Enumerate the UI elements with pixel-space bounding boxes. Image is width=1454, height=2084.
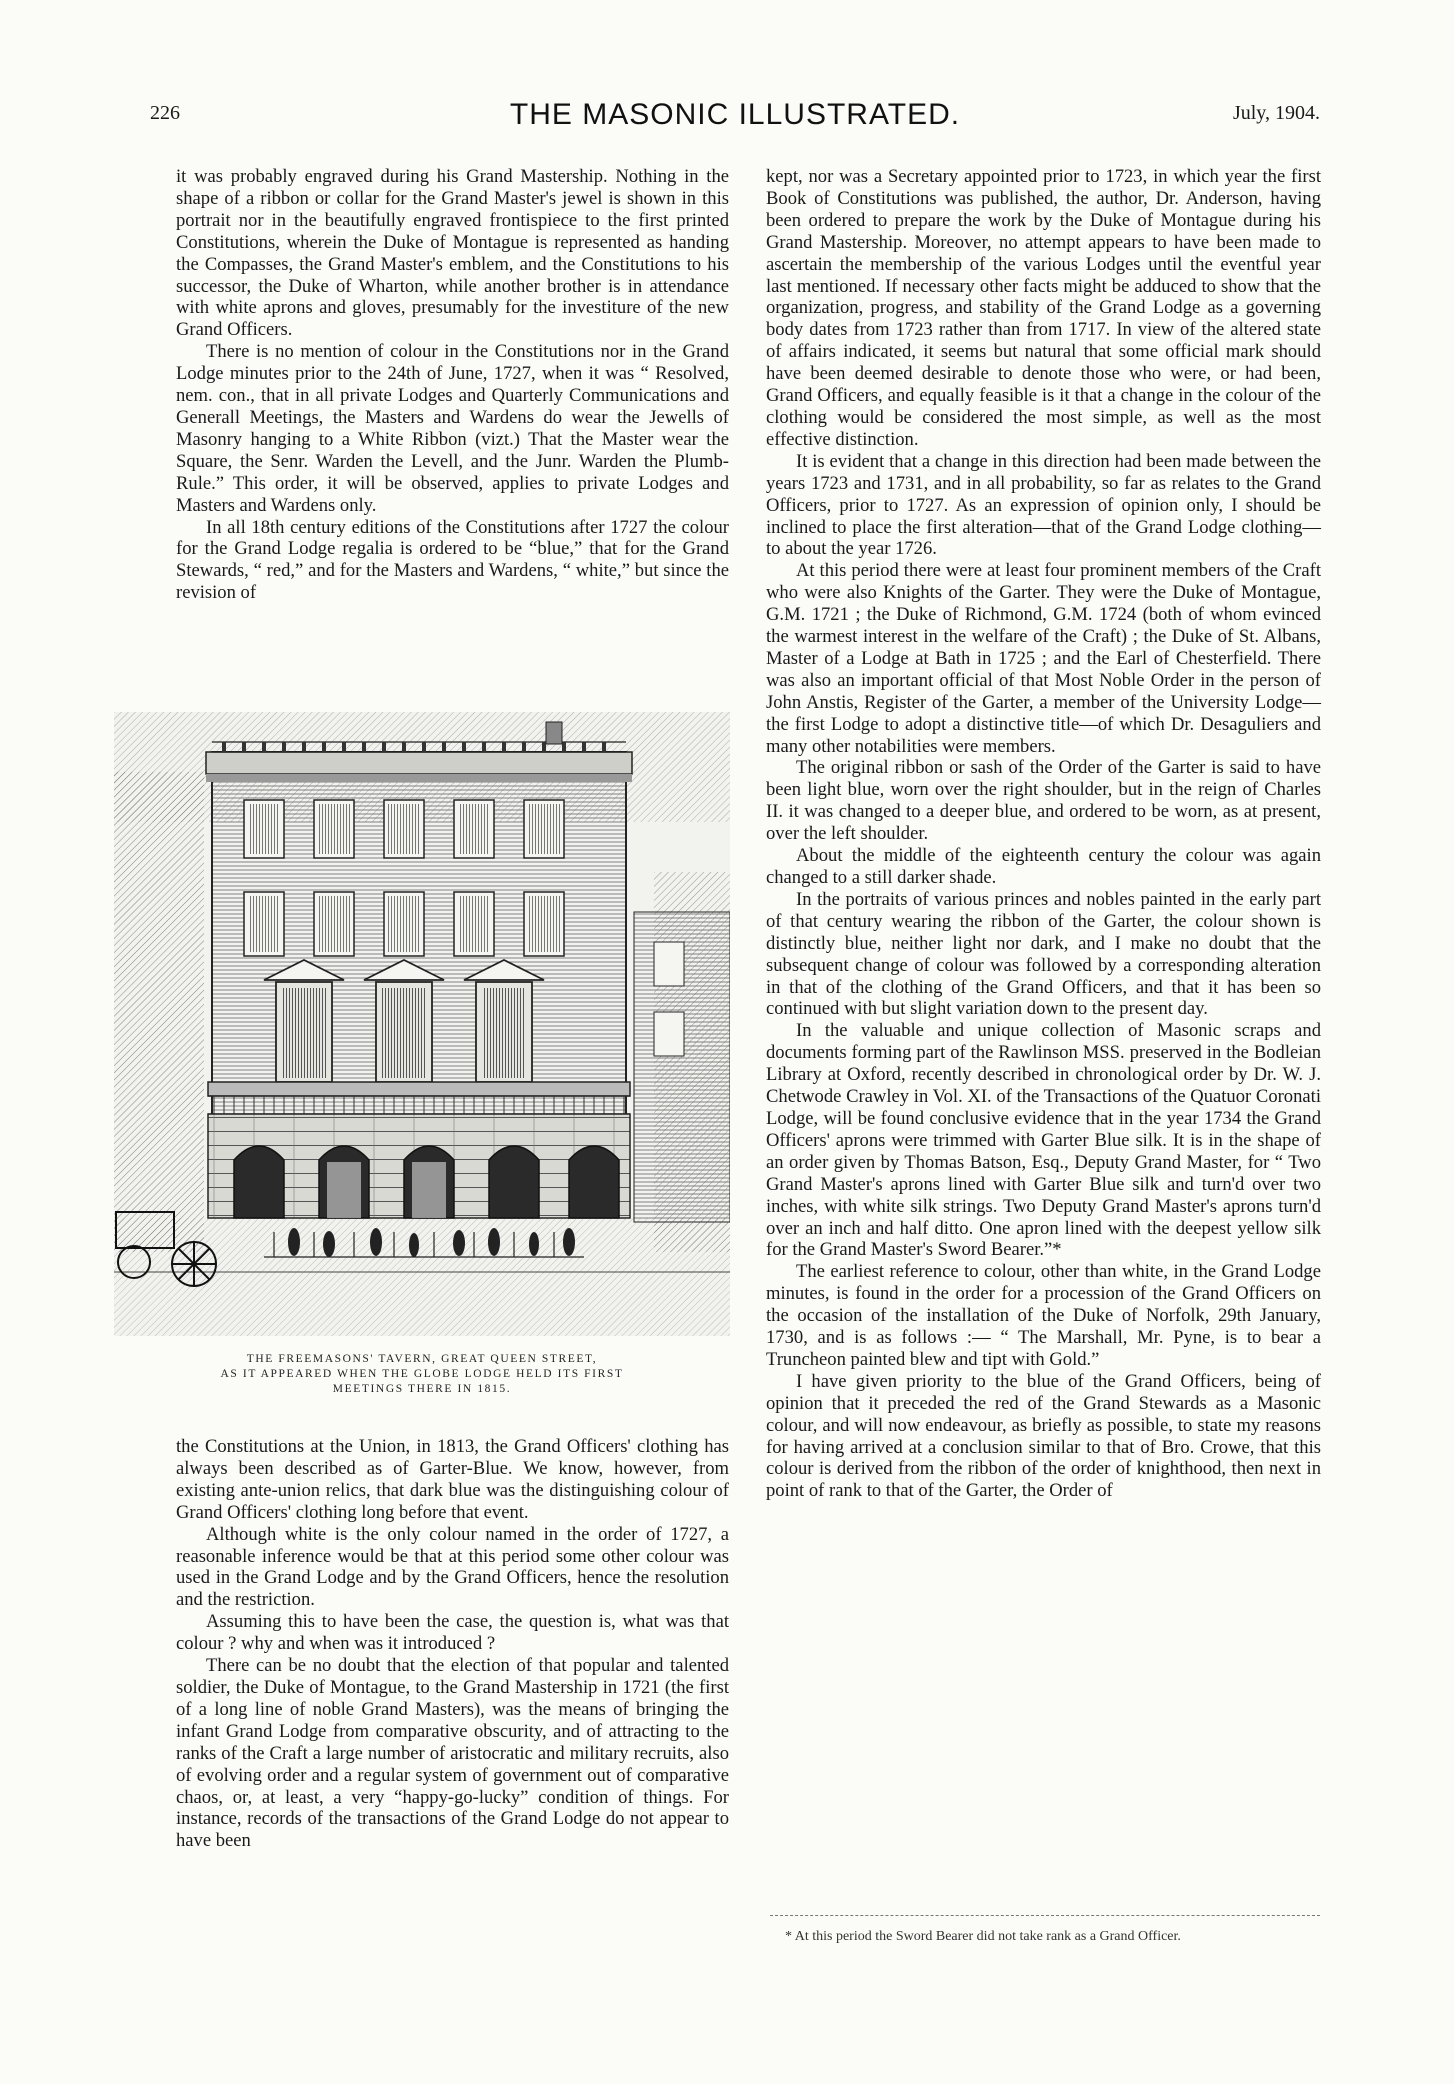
- left-column-bottom: [176, 1436, 729, 1852]
- paragraph: There is no mention of colour in the Constitutions nor in the Grand Lodge minutes prior to the 24th of June, 1727, when it was “ Resolved, nem. con., that in all private Lodges and Quarterly Communications and Generall Meetings, the Masters and Wardens do wear the Jewells of Masonry hanging to a White Ribbon (vizt.) That the Master wear the Square, the Senr. Warden the Levell, and the Junr. Warden the Plumb-Rule.” This order, it will be observed, applies to private Lodges and Masters and Wardens only.: [176, 341, 729, 516]
- page-header: [150, 98, 1320, 138]
- caption-line: MEETINGS THERE IN 1815.: [332, 1383, 512, 1395]
- paragraph: In the portraits of various princes and nobles painted in the early part of that century wearing the ribbon of the Garter, the colour shown is distinctly blue, neither light nor dark, and I make no doubt that the subsequent change of colour was followed by a corresponding alteration in that of the clothing of the Grand Officers, and that it has been so continued with but slight variation down to the present day.: [766, 888, 1321, 1020]
- paragraph: At this period there were at least four prominent members of the Craft who were also Knights of the Garter. They were the Duke of Montague, G.M. 1721 ; the Duke of Richmond, G.M. 1724 (both of whom evinced the warmest interest in the welfare of the Craft) ; the Duke of St. Albans, Master of a Lodge at Bath in 1725 ; and the Earl of Chesterfield. There was also an important official of that Most Noble Order in the person of John Anstis, Register of the Garter, a member of the University Lodge—the first Lodge to adopt a distinctive title—of which Dr. Desaguliers and many other notabilities were members.: [766, 560, 1321, 757]
- paragraph: The original ribbon or sash of the Order of the Garter is said to have been light blue, worn over the right shoulder, but in the reign of Charles II. it was changed to a deeper blue, and ordered to be worn, as at present, over the left shoulder.: [766, 757, 1321, 845]
- paragraph: I have given priority to the blue of the Grand Officers, being of opinion that it preceded the red of the Grand Stewards as a Masonic colour, and will now endeavour, as briefly as possible, to state my reasons for having arrived at a conclusion similar to that of Bro. Crowe, that this colour is derived from the ribbon of the order of knighthood, then next in point of rank to that of the Garter, the Order of: [766, 1370, 1321, 1502]
- page-number: 226: [150, 102, 180, 124]
- footnote: * At this period the Sword Bearer did not take rank as a Grand Officer.: [785, 1929, 1181, 1944]
- paragraph: the Constitutions at the Union, in 1813, the Grand Officers' clothing has always been described as of Garter-Blue. We know, however, from existing ante-union relics, that dark blue was the distinguishing colour of Grand Officers' clothing long before that event.: [176, 1436, 729, 1523]
- paragraph: The earliest reference to colour, other than white, in the Grand Lodge minutes, is found in the order for a procession of the Grand Officers on the occasion of the installation of the Duke of Norfolk, 29th January, 1730, and is as follows :— “ The Marshall, Mr. Pyne, is to bear a Truncheon painted blew and tipt with Gold.”: [766, 1261, 1321, 1370]
- paragraph: There can be no doubt that the election of that popular and talented soldier, the Duke of Montague, to the Grand Mastership in 1721 (the first of a long line of noble Grand Masters), was the means of bringing the infant Grand Lodge from comparative obscurity, and of attracting to the ranks of the Craft a large number of aristocratic and military recruits, also of evolving order and a regular system of government out of comparative chaos, or, at least, a very “happy-go-lucky” condition of things. For instance, records of the transactions of the Grand Lodge do not appear to have been: [176, 1655, 729, 1852]
- footnote-divider: [770, 1915, 1320, 1916]
- publication-title: THE MASONIC ILLUSTRATED.: [509, 98, 961, 131]
- right-column: [766, 166, 1321, 1502]
- figure-caption: [114, 1352, 730, 1397]
- freemasons-tavern-engraving: [114, 712, 730, 1336]
- caption-line: THE FREEMASONS' TAVERN, GREAT QUEEN STREET,: [246, 1353, 598, 1365]
- engraving-figure: [114, 712, 730, 1397]
- paragraph: In all 18th century editions of the Constitutions after 1727 the colour for the Grand Lodge regalia is ordered to be “blue,” that for the Grand Stewards, “ red,” and for the Masters and Wardens, “ white,” but since the revision of: [176, 516, 729, 604]
- paragraph: kept, nor was a Secretary appointed prior to 1723, in which year the first Book of Constitutions was published, the author, Dr. Anderson, having been ordered to prepare the work by the Duke of Montague during his Grand Mastership. Moreover, no attempt appears to have been made to ascertain the membership of the various Lodges until the eventful year last mentioned. If necessary other facts might be adduced to show that the organization, progress, and stability of the Grand Lodge as a governing body dates from 1723 rather than from 1717. In view of the altered state of affairs indicated, it seems but natural that some official mark should have been deemed desirable to denote those who were, or had been, Grand Officers, and equally feasible is it that a change in the colour of the clothing would be considered the most simple, as well as the most effective distinction.: [766, 166, 1321, 450]
- left-column-top: [176, 166, 729, 604]
- paragraph: Although white is the only colour named in the order of 1727, a reasonable inference would be that at this period some other colour was used in the Grand Lodge and by the Grand Officers, hence the resolution and the restriction.: [176, 1523, 729, 1611]
- issue-date: July, 1904.: [1232, 102, 1320, 124]
- paragraph: In the valuable and unique collection of Masonic scraps and documents forming part of the Rawlinson MSS. preserved in the Bodleian Library at Oxford, recently described in chronological order by Dr. W. J. Chetwode Crawley in Vol. XI. of the Transactions of the Quatuor Coronati Lodge, will be found conclusive evidence that in the year 1734 the Grand Officers' aprons were trimmed with Garter Blue silk. It is in the shape of an order given by Thomas Batson, Esq., Deputy Grand Master, for “ Two Grand Master's aprons lined with Garter Blue silk and turn'd over two inches, with white silk strings. Two Deputy Grand Master's aprons turn'd over an inch and half ditto. One apron lined with the deepest yellow silk for the Grand Master's Sword Bearer.”*: [766, 1020, 1321, 1261]
- paragraph: it was probably engraved during his Grand Mastership. Nothing in the shape of a ribbon or collar for the Grand Master's jewel is shown in this portrait nor in the beautifully engraved frontispiece to the first printed Constitutions, wherein the Duke of Montague is represented as handing the Compasses, the Grand Master's emblem, and the Constitutions to his successor, the Duke of Wharton, while another brother is in attendance with white aprons and gloves, presumably for the investiture of the new Grand Officers.: [176, 166, 729, 341]
- caption-line: AS IT APPEARED WHEN THE GLOBE LODGE HELD ITS FIRST: [220, 1368, 624, 1380]
- paragraph: About the middle of the eighteenth century the colour was again changed to a still darker shade.: [766, 845, 1321, 888]
- paragraph: Assuming this to have been the case, the question is, what was that colour ? why and when was it introduced ?: [176, 1611, 729, 1655]
- paragraph: It is evident that a change in this direction had been made between the years 1723 and 1731, and in all probability, so far as relates to the Grand Officers, prior to 1727. As an expression of opinion only, I should be inclined to place the first alteration—that of the Grand Lodge clothing—to about the year 1726.: [766, 450, 1321, 560]
